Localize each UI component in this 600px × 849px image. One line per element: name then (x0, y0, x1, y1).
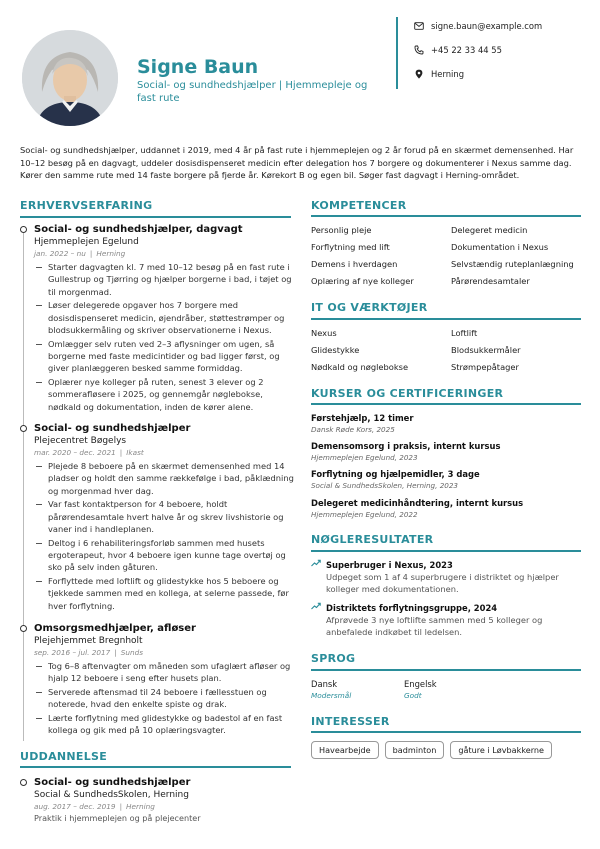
job-bullets (34, 261, 296, 413)
job-entry (34, 422, 296, 614)
education-meta: aug. 2017 – dec. 2019 | Herning (34, 802, 155, 811)
achievement-title: Superbruger i Nexus, 2023 (326, 560, 453, 570)
timeline-dot (20, 425, 27, 432)
skill-item: Pårørendesamtaler (451, 276, 530, 286)
timeline-dot (20, 226, 27, 233)
job-meta: mar. 2020 – dec. 2021 | Ikast (34, 448, 144, 457)
timeline-line (23, 432, 24, 627)
job-bullet: Starter dagvagten kl. 7 med 10–12 besøg på en fast rute i Gullestrup og Tjørring og hjælper borgerne i bad, i tøjet og til morgenmad. (34, 261, 296, 298)
achievement-title: Distriktets forflytningsgruppe, 2024 (326, 603, 498, 613)
course-title: Delegeret medicinhåndtering, internt kursus (311, 498, 524, 508)
job-dates: jan. 2022 – nu (34, 249, 86, 258)
interest-tags (311, 741, 552, 759)
job-title: Omsorgsmedhjælper, afløser (34, 623, 196, 634)
job-entry (34, 622, 296, 738)
achievement-item (311, 602, 586, 639)
job-bullet: Var fast kontaktperson for 4 beboere, holdt pårørendesamtale hvert halve år og skrev livshistorie og vaner ind i handleplanen. (34, 498, 296, 535)
section-heading-experience: ERHVERVSERFARING (20, 199, 153, 212)
section-heading-languages: SPROG (311, 652, 356, 665)
job-bullet: Løser delegerede opgaver hos 7 borgere med dosisdispenseret medicin, øjendråber, støttestrømper og blodsukkermåling og skriver observationerne i Nexus. (34, 299, 296, 336)
interest-tag: badminton (385, 741, 445, 759)
achievement-description: Udpeget som 1 af 4 superbrugere i distriktet og hjælper kolleger med dokumentationen. (326, 572, 559, 595)
interest-tag: gåture i Løvbakkerne (450, 741, 552, 759)
tools-grid (311, 327, 581, 373)
job-bullet: Serverede aftensmad til 24 beboere i fællesstuen og noterede, hvad den enkelte spiste og drak. (34, 686, 296, 711)
job-place: Ikast (126, 448, 144, 457)
section-rule-experience (20, 216, 291, 218)
skill-item: Oplæring af nye kolleger (311, 276, 414, 286)
course-title: Førstehjælp, 12 timer (311, 413, 414, 423)
skill-item: Demens i hverdagen (311, 259, 398, 269)
timeline-dot (20, 779, 27, 786)
profile-summary: Social- og sundhedshjælper, uddannet i 2019, med 4 år på fast rute i hjemmeplejen og 2 år forud på en skærmet demensenhed. Har 10–12 besøg på en dagvagt, uddeler dosisdispenseret medicin efter delegation hos 7 borgere og dokumenterer i Nexus samme dag. Kører den samme rute med 14 faste borgere på fjerde år. Kørekort B og egen bil. Søger fast dagvagt i Herning-området. (20, 145, 574, 181)
tool-item: Strømpepåtager (451, 362, 519, 372)
section-rule-skills (311, 215, 581, 217)
education-entry (34, 776, 296, 824)
job-meta: sep. 2016 – jul. 2017 | Sunds (34, 648, 144, 657)
skill-item: Delegeret medicin (451, 225, 528, 235)
contact-location (414, 69, 464, 79)
job-bullet: Forflyttede med loftlift og glidestykke hos 5 beboere og tjekkede sammen med en kollega, at selerne passede, før hver forflytning. (34, 575, 296, 612)
interest-tag: Havearbejde (311, 741, 379, 759)
course-item (311, 468, 581, 491)
contact-email[interactable] (414, 21, 542, 31)
education-note: Praktik i hjemmeplejen og på plejecenter (34, 813, 201, 823)
section-rule-achievements (311, 550, 581, 552)
email-icon (414, 21, 424, 31)
job-meta: jan. 2022 – nu | Herning (34, 249, 126, 258)
timeline-line (23, 631, 24, 741)
course-title: Forflytning og hjælpemidler, 3 dage (311, 469, 480, 479)
section-rule-courses (311, 403, 581, 405)
job-bullet: Omlægger selv ruten ved 2–3 aflysninger om ugen, så borgerne med faste medicintider og bad ligger først, og giver planlæggeren besked samme formiddag. (34, 338, 296, 375)
language-level: Godt (404, 691, 422, 700)
job-place: Sunds (120, 648, 144, 657)
job-bullet: Oplærer nye kolleger på ruten, senest 3 elever og 2 sommerafløsere i 2025, og gennemgår nøglebokse, nødkald og dokumentation, inden de kører alene. (34, 376, 296, 413)
trend-up-icon (311, 559, 321, 569)
course-title: Demensomsorg i praksis, internt kursus (311, 441, 501, 451)
profile-photo (22, 30, 118, 126)
section-heading-achievements: NØGLERESULTATER (311, 533, 434, 546)
job-place: Herning (96, 249, 126, 258)
candidate-headline: Social- og sundhedshjælper | Hjemmepleje og fast rute (137, 80, 368, 104)
timeline-line (23, 233, 24, 428)
job-entry (34, 223, 296, 415)
job-dates: mar. 2020 – dec. 2021 (34, 448, 116, 457)
skill-item: Selvstændig ruteplanlægning (451, 259, 574, 269)
language-level: Modersmål (311, 691, 352, 700)
course-item (311, 440, 581, 463)
section-rule-tools (311, 318, 581, 320)
location-pin-icon (414, 69, 424, 79)
skill-item: Dokumentation i Nexus (451, 242, 549, 252)
phone-text: +45 22 33 44 55 (431, 45, 502, 55)
skill-item: Personlig pleje (311, 225, 372, 235)
job-title: Social- og sundhedshjælper (34, 423, 191, 434)
education-dates: aug. 2017 – dec. 2019 (34, 802, 116, 811)
email-text: signe.baun@example.com (431, 21, 543, 31)
job-bullet: Lærte forflytning med glidestykke og badestol af en fast kollega og gik med på 10 oplæringsvagter. (34, 712, 296, 737)
course-provider: Dansk Røde Kors, 2025 (311, 425, 395, 434)
job-employer: Plejehjemmet Bregnholt (34, 636, 143, 646)
section-rule-education (20, 766, 291, 768)
section-heading-interests: INTERESSER (311, 715, 390, 728)
timeline-dot (20, 625, 27, 632)
job-bullet: Plejede 8 beboere på en skærmet demensenhed med 14 pladser og holdt den samme rækkefølge i bad, påklædning og morgenmad hver dag. (34, 460, 296, 497)
section-heading-education: UDDANNELSE (20, 750, 108, 763)
tool-item: Nexus (311, 328, 337, 338)
education-title: Social- og sundhedshjælper (34, 777, 191, 788)
course-item (311, 412, 581, 435)
course-provider: Hjemmeplejen Egelund, 2022 (311, 510, 418, 519)
tool-item: Glidestykke (311, 345, 360, 355)
tool-item: Blodsukkermåler (451, 345, 521, 355)
section-heading-skills: KOMPETENCER (311, 199, 407, 212)
achievement-description: Afprøvede 3 nye loftlifte sammen med 5 kolleger og anbefalede indkøbet til ledelsen. (326, 615, 543, 638)
language-item (404, 678, 437, 701)
job-bullet: Tog 6–8 aftenvagter om måneden som ufaglært afløser og hjalp 12 beboere i seng efter husets plan. (34, 660, 296, 685)
job-employer: Hjemmeplejen Egelund (34, 237, 139, 247)
location-text: Herning (431, 69, 465, 79)
education-school: Social & SundhedsSkolen, Herning (34, 790, 189, 800)
job-employer: Plejecentret Bøgelys (34, 436, 127, 446)
language-item (311, 678, 351, 701)
job-bullet: Deltog i 6 rehabiliteringsforløb sammen med husets ergoterapeut, hvor 4 beboere igen kunne tage overtøj og sko på selv inden gåturen. (34, 537, 296, 574)
language-name: Dansk (311, 679, 338, 689)
section-heading-courses: KURSER OG CERTIFICERINGER (311, 387, 504, 400)
section-heading-tools: IT OG VÆRKTØJER (311, 301, 428, 314)
tool-item: Loftlift (451, 328, 478, 338)
job-bullets (34, 660, 296, 737)
course-item (311, 497, 581, 520)
job-bullets (34, 460, 296, 612)
contact-phone[interactable] (414, 45, 502, 55)
tool-item: Nødkald og nøglebokse (311, 362, 409, 372)
phone-icon (414, 45, 424, 55)
course-provider: Social & SundhedsSkolen, Herning, 2023 (311, 481, 458, 490)
language-name: Engelsk (404, 679, 437, 689)
section-rule-interests (311, 731, 581, 733)
header-divider (396, 17, 398, 89)
candidate-name: Signe Baun (137, 56, 259, 78)
trend-up-icon (311, 602, 321, 612)
achievement-item (311, 559, 586, 596)
job-dates: sep. 2016 – jul. 2017 (34, 648, 111, 657)
skill-item: Forflytning med lift (311, 242, 390, 252)
job-title: Social- og sundhedshjælper, dagvagt (34, 224, 243, 235)
course-provider: Hjemmeplejen Egelund, 2023 (311, 453, 418, 462)
section-rule-languages (311, 669, 581, 671)
education-place: Herning (126, 802, 155, 811)
skills-grid (311, 224, 581, 287)
